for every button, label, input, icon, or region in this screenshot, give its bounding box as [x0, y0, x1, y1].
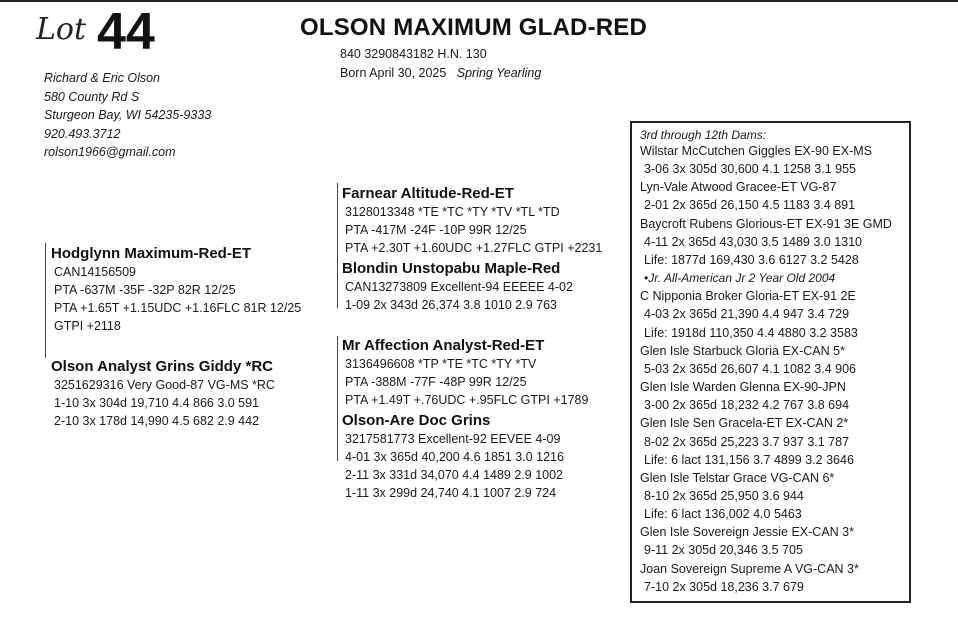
dam-sire-line: PTA -388M -77F -48P 99R 12/25 [345, 375, 527, 389]
sire-block [51, 244, 301, 335]
sire-sire-connector [337, 183, 338, 308]
sire-dam-line: CAN13273809 Excellent-94 EEEEE 4-02 [345, 280, 573, 294]
owner-name: Richard & Eric Olson [44, 71, 161, 85]
owner-block [44, 69, 211, 162]
dam-entry-name: Glen Isle Starbuck Gloria EX-CAN 5* [640, 343, 845, 358]
sire-sire-line: 3128013348 *TE *TC *TY *TV *TL *TD [345, 205, 560, 219]
animal-title: OLSON MAXIMUM GLAD-RED [300, 14, 648, 41]
dam-sire-block [342, 336, 588, 409]
dam-entry-record: 5-03 2x 365d 26,607 4.1 1082 3.4 906 [644, 361, 856, 376]
dam-entry-record: 2-01 2x 365d 26,150 4.5 1183 3.4 891 [644, 198, 856, 213]
sire-sire-line: PTA -417M -24F -10P 99R 12/25 [345, 223, 527, 237]
sire-line: PTA -637M -35F -32P 82R 12/25 [54, 283, 236, 297]
dam-entry-record: 7-10 2x 305d 18,236 3.7 679 [644, 579, 804, 594]
dam-entry-name: C Nipponia Broker Gloria-ET EX-91 2E [640, 289, 856, 304]
birth-line [340, 64, 541, 82]
owner-city: Sturgeon Bay, WI 54235-9333 [44, 108, 212, 122]
dam-entry-name: Joan Sovereign Supreme A VG-CAN 3* [640, 561, 859, 576]
lot-label: Lot [36, 12, 87, 47]
dam-dam-name: Olson-Are Doc Grins [342, 412, 491, 429]
dam-line: 1-10 3x 304d 19,710 4.4 866 3.0 591 [54, 396, 260, 410]
dam-entry-record: 4-11 2x 365d 43,030 3.5 1489 3.0 1310 [644, 234, 863, 249]
dam-entry-record: Life: 1918d 110,350 4.4 4880 3.2 3583 [644, 325, 858, 340]
age-class: Spring Yearling [456, 66, 542, 80]
sire-line: PTA +1.65T +1.15UDC +1.16FLC 81R 12/25 [54, 301, 302, 315]
dam-dam-block [342, 411, 564, 502]
dam-entry-name: Wilstar McCutchen Giggles EX-90 EX-MS [640, 144, 873, 158]
dam-dam-line: 4-01 3x 365d 40,200 4.6 1851 3.0 1216 [345, 450, 564, 464]
extended-dams-box [630, 121, 911, 603]
sire-sire-name: Farnear Altitude-Red-ET [342, 185, 514, 202]
owner-email: rolson1966@gmail.com [44, 145, 176, 159]
owner-address: 580 County Rd S [44, 89, 140, 104]
sire-dam-line: 1-09 2x 343d 26,374 3.8 1010 2.9 763 [345, 298, 557, 312]
dam-sire-connector [337, 336, 338, 461]
sire-sire-line: PTA +2.30T +1.60UDC +1.27FLC GTPI +2231 [345, 241, 603, 255]
dam-line: 3251629316 Very Good-87 VG-MS *RC [54, 378, 275, 392]
owner-phone: 920.493.3712 [44, 126, 121, 141]
dam-entry-record: 3-06 3x 305d 30,600 4.1 1258 3.1 955 [644, 162, 856, 177]
dams-list [640, 142, 909, 596]
registration-line: 840 3290843182 H.N. 130 [340, 47, 487, 61]
dam-entry-name: Baycroft Rubens Glorious-ET EX-91 3E GMD [640, 216, 892, 231]
dam-entry-name: Glen Isle Sovereign Jessie EX-CAN 3* [640, 525, 854, 540]
sire-dam-name: Blondin Unstopabu Maple-Red [342, 260, 561, 277]
dam-block [51, 357, 275, 430]
dam-sire-name: Mr Affection Analyst-Red-ET [342, 337, 545, 354]
dam-entry-name: Glen Isle Warden Glenna EX-90-JPN [640, 380, 846, 395]
sire-line: CAN14156509 [54, 265, 137, 279]
top-rule [0, 0, 958, 2]
dam-line: 2-10 3x 178d 14,990 4.5 682 2.9 442 [54, 414, 260, 428]
dam-entry-record: 9-11 2x 305d 20,346 3.5 705 [644, 543, 803, 558]
dam-sire-line: PTA +1.49T +.76UDC +.95FLC GTPI +1789 [345, 393, 589, 407]
dam-entry-record: 4-03 2x 365d 21,390 4.4 947 3.4 729 [644, 307, 850, 322]
sire-sire-block [342, 184, 602, 257]
dam-entry-record: 8-02 2x 365d 25,223 3.7 937 3.1 787 [644, 434, 850, 449]
lot-number: 44 [97, 3, 155, 61]
sire-dam-block [342, 259, 573, 314]
dam-name: Olson Analyst Grins Giddy *RC [51, 358, 273, 375]
dam-entry-name: Lyn-Vale Atwood Gracee-ET VG-87 [640, 180, 837, 195]
dam-sire-line: 3136496608 *TP *TE *TC *TY *TV [345, 357, 537, 371]
dam-entry-record: Life: 6 lact 136,002 4.0 5463 [644, 507, 802, 522]
sire-line: GTPI +2118 [54, 319, 121, 333]
dam-dam-line: 3217581773 Excellent-92 EEVEE 4-09 [345, 432, 561, 446]
dams-box-heading: 3rd through 12th Dams: [640, 128, 767, 142]
dam-entry-note: •Jr. All-American Jr 2 Year Old 2004 [644, 271, 836, 286]
sire-name: Hodglynn Maximum-Red-ET [51, 245, 252, 262]
dam-dam-line: 2-11 3x 331d 34,070 4.4 1489 2.9 1002 [345, 468, 564, 482]
dam-entry-record: 8-10 2x 365d 25,950 3.6 944 [644, 488, 804, 503]
dam-entry-record: 3-00 2x 365d 18,232 4.2 767 3.8 694 [644, 398, 850, 413]
dam-dam-line: 1-11 3x 299d 24,740 4.1 1007 2.9 724 [345, 486, 557, 500]
dam-entry-record: Life: 1877d 169,430 3.6 6127 3.2 5428 [644, 252, 859, 267]
dam-entry-record: Life: 6 lact 131,156 3.7 4899 3.2 3646 [644, 452, 854, 467]
dam-entry-name: Glen Isle Telstar Grace VG-CAN 6* [640, 470, 835, 485]
dam-entry-name: Glen Isle Sen Gracela-ET EX-CAN 2* [640, 416, 849, 431]
sire-connector [45, 243, 46, 358]
birth-date: Born April 30, 2025 [340, 66, 447, 80]
